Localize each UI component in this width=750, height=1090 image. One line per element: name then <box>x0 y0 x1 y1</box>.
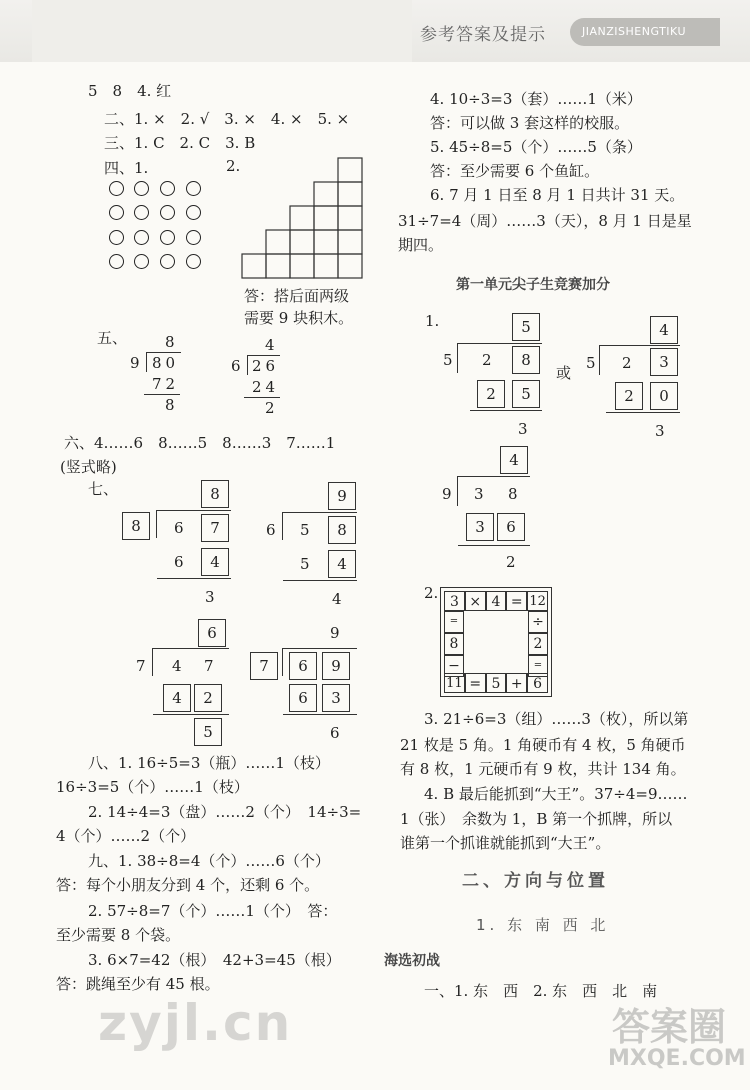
answer-line: 4. B 最后能抓到“大王”。37÷4=9…… <box>424 785 688 803</box>
answer-line: (竖式略) <box>60 458 117 476</box>
answer-line: 期四。 <box>398 236 444 254</box>
answer-line: 有 8 枚，1 元硬币有 9 枚，共计 134 角。 <box>400 760 686 778</box>
answer-line: 八、1. 16÷5=3（瓶）……1（枝） <box>88 754 330 772</box>
answer-line: 答：每个小朋友分到 4 个，还剩 6 个。 <box>56 876 320 894</box>
section-label: 五、 <box>97 329 128 347</box>
answer-line: 答：可以做 3 套这样的校服。 <box>430 114 630 132</box>
subsection-heading: 海选初战 <box>384 953 440 969</box>
answer-line: 5 8 4. 红 <box>88 82 172 100</box>
answer-line: 2. 14÷4=3（盘）……2（个） 14÷3= <box>88 803 362 821</box>
answer-line: 4. 10÷3=3（套）……1（米） <box>430 90 642 108</box>
answer-line: 六、4……6 8……5 8……3 7……1 <box>64 434 336 452</box>
answer-line: 4（个）……2（个） <box>56 827 196 845</box>
stairs-note: 答：搭后面两级 <box>244 287 350 305</box>
item-label: 2. <box>424 584 439 602</box>
answer-line: 31÷7=4（周）……3（天），8 月 1 日是星 <box>398 212 692 230</box>
or-text: 或 <box>556 364 572 382</box>
answer-line: 6. 7 月 1 日至 8 月 1 日共计 31 天。 <box>430 186 685 204</box>
section-label: 七、 <box>88 480 119 498</box>
answer-line: 1（张） 余数为 1，B 第一个抓牌，所以 <box>400 810 673 828</box>
watermark-logo: zyjl.cn <box>98 994 293 1052</box>
stairs-note: 需要 9 块积木。 <box>244 309 354 327</box>
answer-line: 九、1. 38÷8=4（个）……6（个） <box>88 852 330 870</box>
answer-line: 2. <box>226 157 241 175</box>
answer-line: 一、1. 东 西 2. 东 西 北 南 <box>424 982 658 1000</box>
chapter-heading: 二、方向与位置 <box>462 871 609 891</box>
watermark-logo: 答案圈 <box>612 1005 727 1049</box>
header-tag: JIANZISHENGTIKU <box>582 25 687 38</box>
answer-line: 至少需要 8 个袋。 <box>56 926 181 944</box>
section-heading: 第一单元尖子生竞赛加分 <box>456 277 610 293</box>
header-title: 参考答案及提示 <box>420 25 546 45</box>
answer-line: 四、1. <box>104 159 149 177</box>
answer-line: 3. 21÷6=3（组）……3（枚），所以第 <box>424 710 689 728</box>
answer-line: 5. 45÷8=5（个）……5（条） <box>430 138 642 156</box>
item-label: 1. <box>425 312 440 330</box>
staircase-blocks <box>242 158 372 280</box>
answer-line: 答：至少需要 6 个鱼缸。 <box>430 162 600 180</box>
answer-line: 答：跳绳至少有 45 根。 <box>56 975 220 993</box>
lesson-heading: 1. 东 南 西 北 <box>476 916 610 934</box>
header-left-band <box>32 0 412 62</box>
answer-line: 三、1. C 2. C 3. B <box>104 134 256 152</box>
answer-line: 谁第一个抓谁就能抓到“大王”。 <box>400 834 611 852</box>
answer-line: 16÷3=5（个）……1（枝） <box>56 778 249 796</box>
answer-line: 3. 6×7=42（根） 42+3=45（根） <box>88 951 341 969</box>
answer-line: 21 枚是 5 角。1 角硬币有 4 枚，5 角硬币 <box>400 736 686 754</box>
watermark-logo: MXQE.COM <box>608 1046 746 1071</box>
answer-line: 2. 57÷8=7（个）……1（个） 答： <box>88 902 338 920</box>
answer-line: 二、1. × 2. √ 3. × 4. × 5. × <box>104 110 350 128</box>
equation-grid: 3 × 4 = 12 = 8 − ÷ 2 = 11 = 5 + 6 <box>440 587 552 697</box>
